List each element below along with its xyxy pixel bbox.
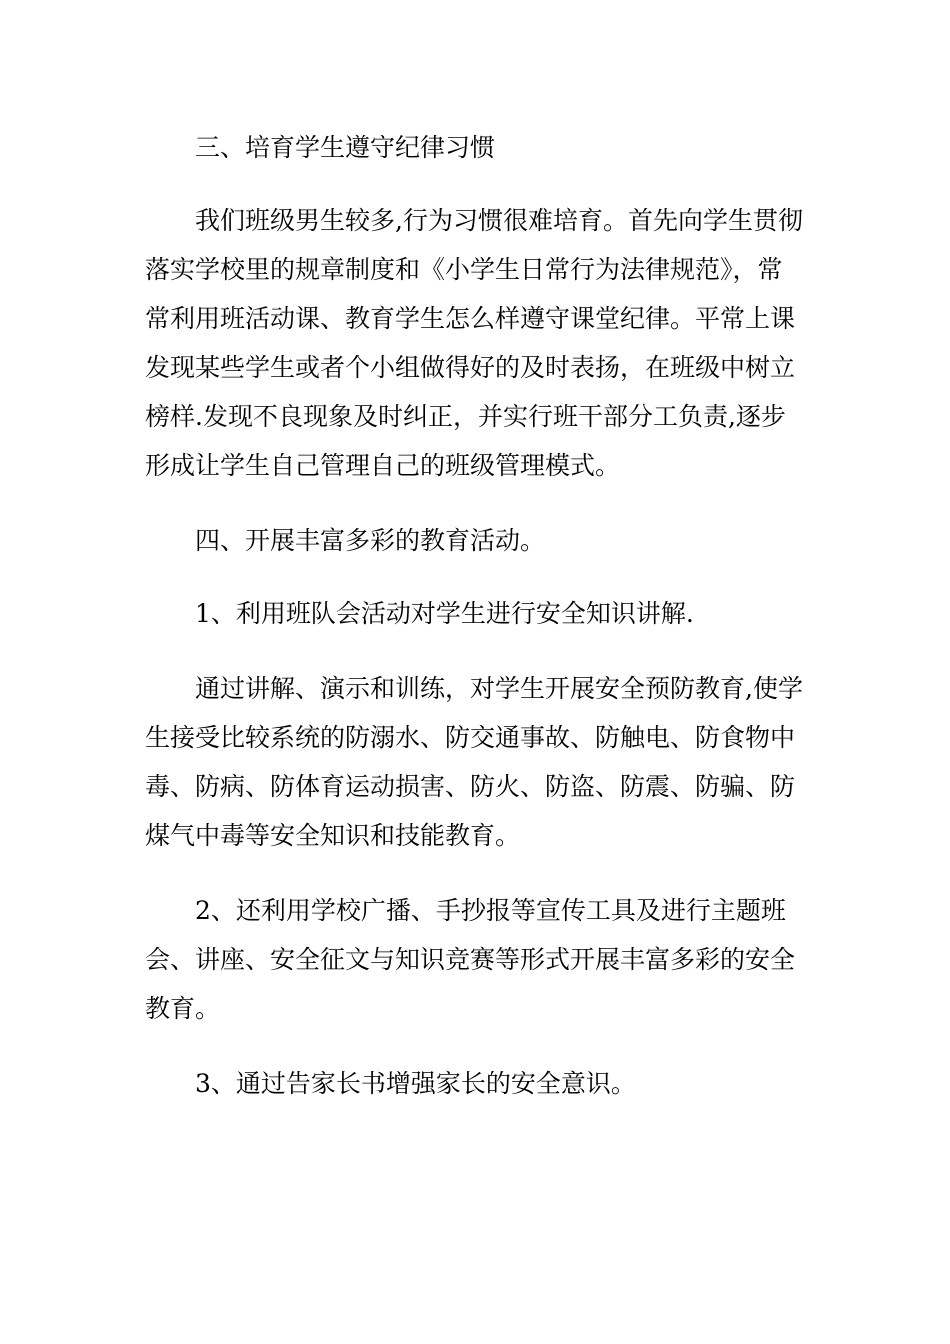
section-heading-3: 三、培育学生遵守纪律习惯 xyxy=(195,133,496,162)
list-item-2: 2、还利用学校广播、手抄报等宣传工具及进行主题班会、讲座、安全征文与知识竞赛等形式开展丰富多彩的安全教育。 xyxy=(145,896,796,1023)
paragraph-safety-education: 通过讲解、演示和训练，对学生开展安全预防教育,使学生接受比较系统的防溺水、防交通事故、防触电、防食物中毒、防病、防体育运动损害、防火、防盗、防震、防骗、防煤气中毒等安全知识和技能教育。 xyxy=(145,674,803,850)
section-heading-4: 四、开展丰富多彩的教育活动。 xyxy=(195,526,546,555)
list-item-3: 3、通过告家长书增强家长的安全意识。 xyxy=(195,1069,636,1098)
document-body xyxy=(145,123,805,1134)
list-item-1: 1、利用班队会活动对学生进行安全知识讲解. xyxy=(195,599,694,628)
paragraph-discipline: 我们班级男生较多,行为习惯很难培育。首先向学生贯彻落实学校里的规章制度和《小学生日常行为法律规范》，常常利用班活动课、教育学生怎么样遵守课堂纪律。平常上课发现某些学生或者个小组做得好的及时表扬，在班级中树立榜样.发现不良现象及时纠正，并实行班干部分工负责,逐步形成让学生自己管理自己的班级管理模式。 xyxy=(145,206,803,480)
